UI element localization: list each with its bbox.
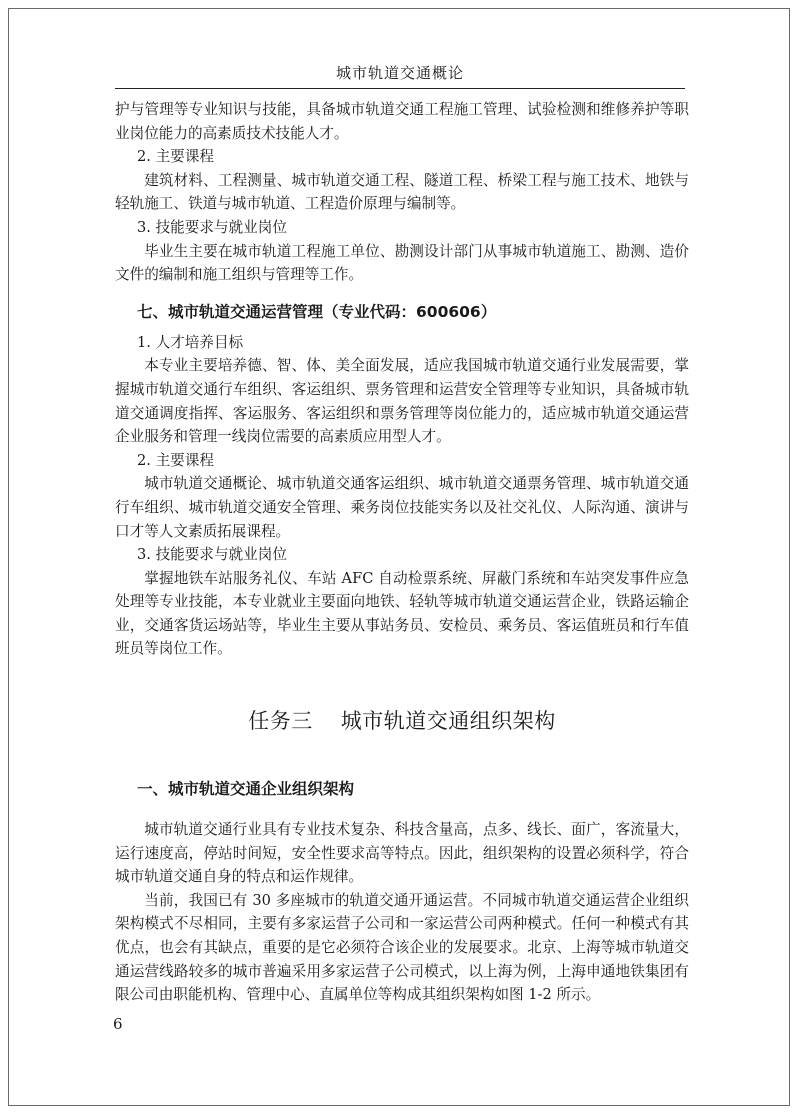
paragraph: 当前，我国已有 30 多座城市的轨道交通开通运营。不同城市轨道交通运营企业组织架构模式不尽相同，主要有多家运营子公司和一家运营公司两种模式。任何一种模式有其优点，也会有其缺点，重要的是它必须符合该企业的发展要求。北京、上海等城市轨道交通运营线路较多的城市普遍采用多家运营子公司模式，以上海为例，上海申通地铁集团有限公司由职能机构、管理中心、直属单位等构成其组织架构如图 1-2 所示。	[115, 891, 689, 1004]
paragraph: 建筑材料、工程测量、城市轨道交通工程、隧道工程、桥梁工程与施工技术、地铁与轻轨施工、铁道与城市轨道、工程造价原理与编制等。	[115, 171, 689, 213]
paragraph-continued: 护与管理等专业知识与技能，具备城市轨道交通工程施工管理、试验检测和维修养护等职业岗位能力的高素质技术技能人才。	[115, 101, 689, 142]
list-item-title: 3. 技能要求与就业岗位	[137, 546, 287, 564]
subsection-heading: 一、城市轨道交通企业组织架构	[137, 780, 355, 799]
paragraph: 毕业生主要在城市轨道工程施工单位、勘测设计部门从事城市轨道施工、勘测、造价文件的编制和施工组织与管理等工作。	[115, 242, 689, 284]
list-item-title: 3. 技能要求与就业岗位	[137, 218, 287, 236]
page-number: 6	[113, 1015, 123, 1033]
page-content	[115, 98, 689, 1007]
task-title	[115, 705, 689, 735]
header-rule	[115, 88, 685, 89]
task-name: 城市轨道交通组织架构	[340, 709, 556, 734]
running-head: 城市轨道交通概论	[335, 64, 464, 82]
list-item-title: 1. 人才培养目标	[137, 333, 244, 351]
list-item-title: 2. 主要课程	[137, 148, 214, 166]
task-label: 任务三	[248, 709, 313, 734]
list-item-title: 2. 主要课程	[137, 451, 214, 469]
section-heading: 七、城市轨道交通运营管理（专业代码：600606）	[137, 302, 497, 321]
paragraph: 掌握地铁车站服务礼仪、车站 AFC 自动检票系统、屏蔽门系统和车站突发事件应急处理等专业技能，本专业就业主要面向地铁、轻轨等城市轨道交通运营企业，铁路运输企业，交通客货运场站等，毕业生主要从事站务员、安检员、乘务员、客运值班员和行车值班员等岗位工作。	[115, 569, 689, 658]
paragraph: 城市轨道交通行业具有专业技术复杂、科技含量高，点多、线长、面广，客流量大，运行速度高，停站时间短，安全性要求高等特点。因此，组织架构的设置必须科学，符合城市轨道交通自身的特点和运作规律。	[115, 821, 689, 886]
paragraph: 城市轨道交通概论、城市轨道交通客运组织、城市轨道交通票务管理、城市轨道交通行车组织、城市轨道交通安全管理、乘务岗位技能实务以及社交礼仪、人际沟通、演讲与口才等人文素质拓展课程。	[115, 475, 689, 540]
paragraph: 本专业主要培养德、智、体、美全面发展，适应我国城市轨道交通行业发展需要，掌握城市轨道交通行车组织、客运组织、票务管理和运营安全管理等专业知识，具备城市轨道交通调度指挥、客运服务、客运组织和票务管理等岗位能力的，适应城市轨道交通运营企业服务和管理一线岗位需要的高素质应用型人才。	[115, 357, 689, 446]
